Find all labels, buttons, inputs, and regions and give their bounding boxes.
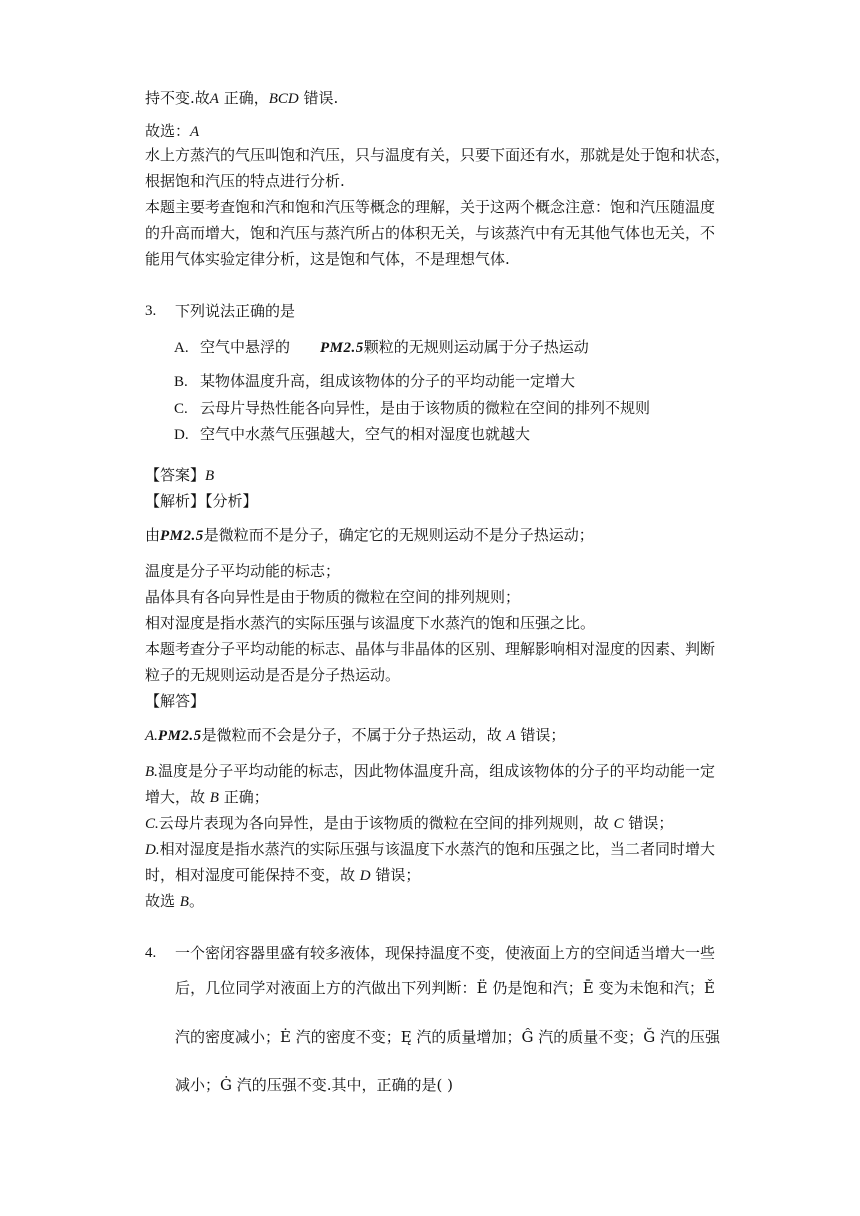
q3-option-a: A. 空气中悬浮的 PM2.5颗粒的无规则运动属于分子热运动: [174, 338, 589, 356]
q3-solve-a: A.PM2.5是微粒而不会是分子，不属于分子热运动，故 A 错误；: [145, 726, 566, 744]
q3-analysis-5: 本题考查分子平均动能的标志、晶体与非晶体的区别、理解影响相对湿度的因素、判断: [145, 640, 716, 658]
q3-solve-b-cont: 增大，故 B 正确；: [145, 788, 269, 806]
q3-analysis-1: 由PM2.5是微粒而不是分子，确定它的无规则运动不是分子热运动；: [145, 526, 594, 544]
prev-line-5: 本题主要考查饱和汽和饱和汽压等概念的理解，关于这两个概念注意：饱和汽压随温度: [145, 198, 716, 216]
q3-solve-d: D.相对湿度是指水蒸汽的实际压强与该温度下水蒸汽的饱和压强之比，当二者同时增大: [145, 840, 715, 858]
q3-answer: 【答案】B: [145, 466, 215, 484]
q4-line-2: 后，几位同学对液面上方的汽做出下列判断：Ë 仍是饱和汽；Ē 变为未饱和汽；Ě: [175, 979, 715, 997]
prev-line-3: 水上方蒸汽的气压叫饱和汽压，只与温度有关，只要下面还有水，那就是处于饱和状态，: [145, 146, 731, 164]
prev-line-4: 根据饱和汽压的特点进行分析.: [145, 172, 345, 190]
prev-line-6: 的升高而增大，饱和汽压与蒸汽所占的体积无关，与该蒸汽中有无其他气体也无关，不: [145, 224, 716, 242]
q3-solve-c: C.云母片表现为各向异性，是由于该物质的微粒在空间的排列规则，故 C 错误；: [145, 814, 674, 832]
q3-analysis-4: 相对湿度是指水蒸汽的实际压强与该温度下水蒸汽的饱和压强之比。: [145, 614, 596, 632]
q3-number: 3.: [145, 303, 157, 319]
q3-option-c: C. 云母片导热性能各向异性，是由于该物质的微粒在空间的排列不规则: [174, 399, 651, 417]
q4-line-1: 一个密闭容器里盛有较多液体，现保持温度不变，使液面上方的空间适当增大一些: [175, 944, 716, 962]
q4-line-4: 减小；Ġ 汽的压强不变.其中，正确的是( ): [175, 1076, 453, 1094]
q3-solve-label: 【解答】: [145, 692, 206, 710]
q3-option-b: B. 某物体温度升高，组成该物体的分子的平均动能一定增大: [174, 372, 576, 390]
q3-final-choice: 故选 B。: [145, 892, 204, 910]
prev-line-1: 持不变.故A 正确，BCD 错误.: [145, 89, 339, 107]
q3-stem: 下列说法正确的是: [175, 302, 296, 320]
q3-analysis-2: 温度是分子平均动能的标志；: [145, 562, 341, 580]
prev-line-7: 能用气体实验定律分析，这是饱和气体，不是理想气体.: [145, 250, 510, 268]
q4-number: 4.: [145, 945, 157, 961]
q4-line-3: 汽的密度减小；Ė 汽的密度不变；Ę 汽的质量增加；Ĝ 汽的质量不变；Ğ 汽的压强: [175, 1028, 720, 1046]
q3-analysis-3: 晶体具有各向异性是由于物质的微粒在空间的排列规则；: [145, 588, 521, 606]
q3-analysis-6: 粒子的无规则运动是否是分子热运动。: [145, 666, 401, 684]
q3-solve-b: B.温度是分子平均动能的标志，因此物体温度升高，组成该物体的分子的平均动能一定: [145, 762, 715, 780]
q3-option-d: D. 空气中水蒸气压强越大，空气的相对湿度也就越大: [174, 425, 531, 443]
prev-choice: 故选：A: [145, 122, 200, 140]
q3-analysis-label: 【解析】【分析】: [145, 492, 258, 510]
q3-solve-d-cont: 时，相对湿度可能保持不变，故 D 错误；: [145, 866, 421, 884]
